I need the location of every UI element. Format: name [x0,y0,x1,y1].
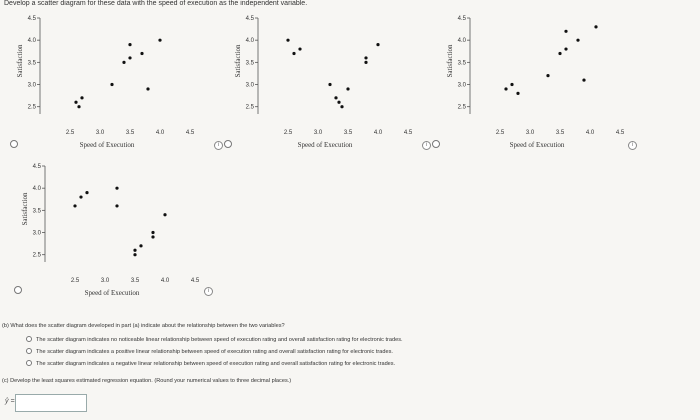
x-axis-label: Speed of Execution [79,141,135,149]
y-tick-label: 3.0 [245,82,254,89]
scatter-svg-2 [228,10,428,150]
data-point [151,231,154,234]
data-point [163,213,166,216]
option-1-radio[interactable] [26,336,32,342]
plot-3-radio[interactable] [432,140,440,148]
option-no-relationship[interactable] [26,336,403,343]
data-point [340,105,343,108]
data-point [558,52,561,55]
y-tick-label: 3.5 [245,60,254,67]
data-point [133,253,136,256]
plot-3-info-icon[interactable]: i [628,141,637,150]
data-point [364,56,367,59]
y-tick-label: 3.0 [32,230,41,237]
x-tick-label: 3.0 [95,130,105,136]
data-point [115,187,118,190]
y-tick-label: 3.5 [457,60,466,67]
data-point [151,235,154,238]
data-point [516,92,519,95]
x-tick-label: 4.0 [585,130,595,136]
data-point [292,52,295,55]
data-point [582,78,585,81]
x-tick-label: 3.5 [343,130,353,136]
scatter-plot-1 [10,10,210,150]
x-tick-label: 2.5 [70,278,80,284]
data-point [115,204,118,207]
x-tick-label: 4.5 [615,130,625,136]
y-tick-label: 4.0 [32,186,41,193]
question-title: Develop a scatter diagram for these data with the speed of execution as the independent variable. [4,0,308,7]
data-point [128,43,131,46]
y-tick-label: 4.0 [245,38,254,45]
plot-1-info-icon[interactable]: i [214,141,223,150]
data-point [594,25,597,28]
x-tick-label: 3.5 [555,130,565,136]
data-point [298,47,301,50]
data-point [85,191,88,194]
data-point [139,244,142,247]
data-point [133,249,136,252]
plot-4-radio[interactable] [14,286,22,294]
x-tick-label: 4.0 [373,130,383,136]
y-tick-label: 4.5 [457,16,466,22]
y-tick-label: 3.5 [27,60,36,67]
option-2-radio[interactable] [26,348,32,354]
data-point [286,39,289,42]
data-point [346,87,349,90]
plot-1-radio[interactable] [10,140,18,148]
x-tick-label: 3.0 [525,130,535,136]
y-tick-label: 4.5 [32,164,41,170]
scatter-svg-1 [10,10,210,150]
data-point [328,83,331,86]
x-tick-label: 4.5 [185,130,195,136]
x-tick-label: 3.5 [130,278,140,284]
y-tick-label: 4.0 [27,38,36,45]
data-point [334,96,337,99]
y-tick-label: 2.5 [32,252,41,259]
x-tick-label: 4.0 [160,278,170,284]
data-point [158,39,161,42]
data-point [140,52,143,55]
x-axis-label: Speed of Execution [84,289,140,297]
y-axis-label: Satisfaction [446,44,454,78]
y-tick-label: 4.5 [245,16,254,22]
option-3-label: The scatter diagram indicates a negative linear relationship between speed of execution rating and overall satisfaction rating for electronic trades. [36,361,396,367]
data-point [510,83,513,86]
option-2-label: The scatter diagram indicates a positive linear relationship between speed of execution rating and overall satisfaction rating for electronic trades. [36,349,393,355]
x-tick-label: 4.5 [190,278,200,284]
y-tick-label: 3.5 [32,208,41,215]
y-tick-label: 4.0 [457,38,466,45]
data-point [504,87,507,90]
scatter-plot-4 [15,158,215,298]
y-tick-label: 3.0 [27,82,36,89]
data-point [80,96,83,99]
x-tick-label: 2.5 [495,130,505,136]
data-point [564,30,567,33]
data-point [122,61,125,64]
data-point [74,101,77,104]
plot-4-info-icon[interactable]: i [204,287,213,296]
data-point [337,101,340,104]
data-point [77,105,80,108]
plot-2-radio[interactable] [224,140,232,148]
x-tick-label: 2.5 [65,130,75,136]
y-axis-label: Satisfaction [16,44,24,78]
scatter-svg-3 [440,10,640,150]
x-tick-label: 3.5 [125,130,135,136]
yhat-label: ŷ = [5,398,15,405]
option-positive-relationship[interactable] [26,348,393,355]
data-point [376,43,379,46]
data-point [110,83,113,86]
question-c: (c) Develop the least squares estimated regression equation. (Round your numerical values to three decimal places.) [2,378,292,384]
regression-equation-input[interactable] [15,394,87,412]
question-b: (b) What does the scatter diagram developed in part (a) indicate about the relationship between the two variables? [2,323,285,329]
x-axis-label: Speed of Execution [509,141,565,149]
option-3-radio[interactable] [26,360,32,366]
x-tick-label: 2.5 [283,130,293,136]
option-negative-relationship[interactable] [26,360,395,367]
data-point [128,56,131,59]
plot-2-info-icon[interactable]: i [422,141,431,150]
x-tick-label: 3.0 [100,278,110,284]
data-point [364,61,367,64]
y-tick-label: 2.5 [27,104,36,111]
data-point [546,74,549,77]
scatter-plot-2 [228,10,428,150]
scatter-svg-4 [15,158,215,298]
y-tick-label: 3.0 [457,82,466,89]
option-1-label: The scatter diagram indicates no noticeable linear relationship between speed of execution rating and overall satisfaction rating for electronic trades. [36,337,403,343]
y-tick-label: 4.5 [27,16,36,22]
y-tick-label: 2.5 [457,104,466,111]
data-point [146,87,149,90]
data-point [564,47,567,50]
data-point [576,39,579,42]
x-tick-label: 4.5 [403,130,413,136]
y-axis-label: Satisfaction [234,44,242,78]
data-point [79,195,82,198]
x-tick-label: 4.0 [155,130,165,136]
y-axis-label: Satisfaction [21,192,29,226]
data-point [73,204,76,207]
y-tick-label: 2.5 [245,104,254,111]
x-tick-label: 3.0 [313,130,323,136]
scatter-plot-3 [440,10,640,150]
x-axis-label: Speed of Execution [297,141,353,149]
